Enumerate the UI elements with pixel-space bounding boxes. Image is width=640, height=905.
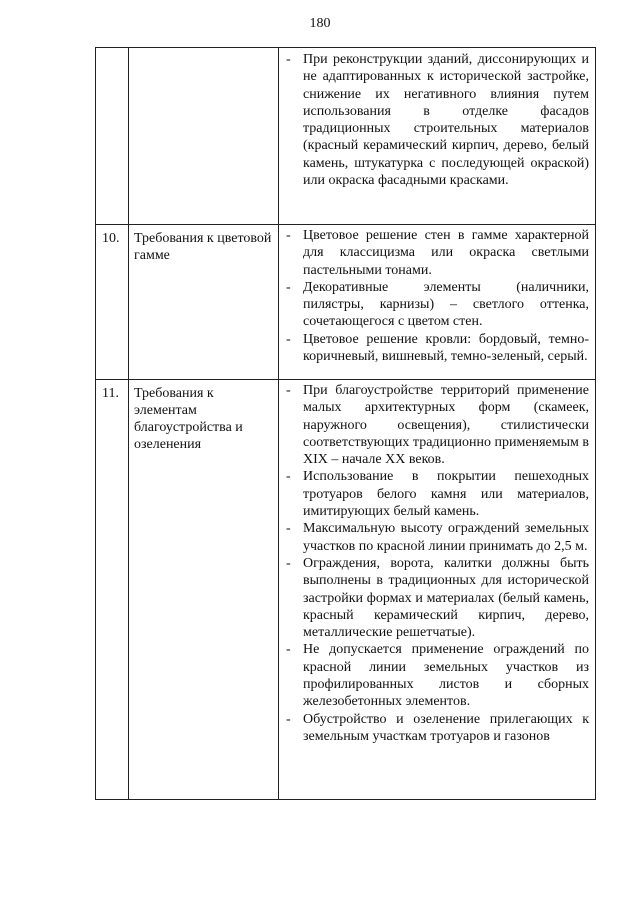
requirements-cell: [279, 225, 596, 380]
row-number-cell: 11.: [96, 380, 129, 800]
table-row: [96, 48, 596, 225]
row-number-cell: [96, 48, 129, 225]
list-item: - Ограждения, ворота, калитки должны быть выполнены в традиционных для исторической застройки формах и материалах (белый камень, красный керамический кирпич, дерево, металлические решетчатые).: [286, 555, 589, 641]
list-item: - При реконструкции зданий, диссонирующих и не адаптированных к исторической застройке, снижение их негативного влияния путем использования в отделке фасадов традиционных строительных материалов (красный керамический кирпич, дерево, белый камень, штукатурка с последующей окраской) или окраска фасадными красками.: [286, 52, 589, 189]
row-number-cell: 10.: [96, 225, 129, 380]
table-row: [96, 225, 596, 380]
row-title-cell: Требования к цветовой гамме: [129, 225, 279, 380]
list-item: - Максимальную высоту ограждений земельных участков по красной линии принимать до 2,5 м.: [286, 521, 589, 554]
requirements-table: [95, 47, 596, 800]
row-title-cell: [129, 48, 279, 225]
requirements-cell: [279, 48, 596, 225]
requirements-cell: [279, 380, 596, 800]
list-item: - Цветовое решение стен в гамме характерной для классицизма или окраска светлыми пастельными тонами.: [286, 228, 589, 278]
list-item: - Обустройство и озеленение прилегающих к земельным участкам тротуаров и газонов: [286, 711, 589, 744]
list-item: - При благоустройстве территорий применение малых архитектурных форм (скамеек, наружного освещения), стилистически соответствующих традиционно применяемым в XIX – начале XX веков.: [286, 383, 589, 468]
row-title-cell: Требования к элементам благоустройства и озеленения: [129, 380, 279, 800]
list-item: - Не допускается применение ограждений по красной линии земельных участков из профилированных листов и сборных железобетонных элементов.: [286, 642, 589, 710]
list-item: - Декоративные элементы (наличники, пилястры, карнизы) – светлого оттенка, сочетающегося с цветом стен.: [286, 279, 589, 330]
list-item: - Использование в покрытии пешеходных тротуаров белого камня или материалов, имитирующих белый камень.: [286, 469, 589, 520]
list-item: - Цветовое решение кровли: бордовый, темно-коричневый, вишневый, темно-зеленый, серый.: [286, 331, 589, 365]
table-row: [96, 380, 596, 800]
page-number: 180: [309, 16, 331, 31]
